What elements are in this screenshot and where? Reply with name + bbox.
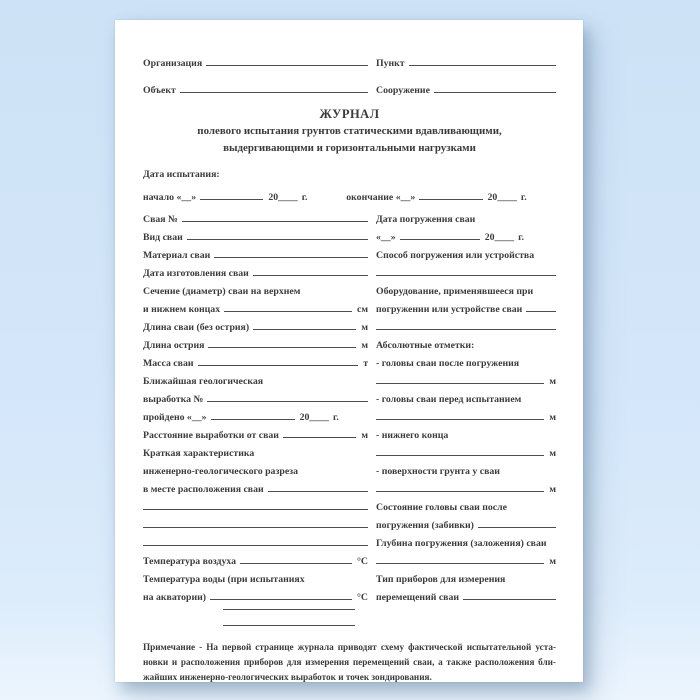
field-label: см [356, 304, 368, 315]
blank-line [187, 239, 368, 240]
form-body [143, 207, 556, 603]
field-label: Глубина погружения (заложения) сваи [376, 538, 547, 549]
field-label: Расстояние выработки от сваи [143, 430, 279, 441]
field-label: погружения (забивки) [376, 520, 474, 531]
form-row-right [376, 567, 556, 585]
form-row-organization [143, 49, 368, 69]
form-row-left [143, 207, 368, 225]
field-label: окончание «__» [346, 192, 416, 203]
blank-line [200, 199, 263, 200]
form-row-left [143, 243, 368, 261]
note-line: Примечание - На первой странице журнала приводят схему фактической испытательной уста- [143, 642, 556, 652]
blank-line [376, 275, 556, 276]
form-row-right [376, 261, 556, 279]
form-row-object [143, 76, 368, 96]
field-label: Оборудование, применявшееся при [376, 286, 534, 297]
blank-line [376, 563, 544, 564]
blank-line [376, 419, 544, 420]
field-label: Сечение (диаметр) сваи на верхнем [143, 286, 301, 297]
form-row-right [376, 333, 556, 351]
field-label: Материал сваи [143, 250, 211, 261]
field-label: т [363, 358, 368, 369]
blank-line [223, 609, 355, 610]
field-label: м [361, 430, 368, 441]
field-label: погружении или устройстве сваи [376, 304, 523, 315]
field-label: выработка № [143, 394, 204, 405]
form-row-right [376, 207, 556, 225]
blank-line [210, 599, 352, 600]
form-row-right [376, 279, 556, 297]
field-label: - нижнего конца [376, 430, 449, 441]
field-label: °С [357, 556, 368, 567]
field-label: м [361, 340, 368, 351]
form-row-left [143, 279, 368, 297]
form-subtitle-line2: выдергивающими и горизонтальными нагрузками [223, 142, 476, 154]
form-row-punkt [376, 49, 556, 69]
form-row-left [143, 459, 368, 477]
header-fields [143, 49, 556, 96]
field-label: г. [301, 192, 308, 203]
blank-line [143, 545, 368, 546]
blank-line [143, 527, 368, 528]
field-label: инженерно-геологического разреза [143, 466, 299, 477]
form-row-right [376, 495, 556, 513]
blank-line [224, 311, 352, 312]
form-row-right [376, 423, 556, 441]
blank-line [268, 491, 368, 492]
field-label: Объект [143, 85, 176, 96]
form-row-right [376, 477, 556, 495]
field-label: м [361, 322, 368, 333]
field-label: в месте расположения сваи [143, 484, 264, 495]
form-row-right [376, 225, 556, 243]
form-row-right [376, 315, 556, 333]
field-label: начало «__» [143, 192, 197, 203]
form-row-left [143, 351, 368, 369]
field-label: 20____ [268, 192, 298, 203]
form-row-right [376, 387, 556, 405]
blank-line [376, 383, 544, 384]
form-row-left [143, 549, 368, 567]
form-row-right [376, 513, 556, 531]
blank-line [253, 329, 356, 330]
blank-line [463, 599, 556, 600]
form-row-left [143, 297, 368, 315]
form-row-left [143, 441, 368, 459]
field-label: Длина острия [143, 340, 205, 351]
field-label: м [549, 556, 556, 567]
blank-line [214, 257, 368, 258]
field-label: Температура воздуха [143, 556, 237, 567]
blank-line [526, 311, 556, 312]
blank-line [409, 65, 556, 66]
field-label: Дата изготовления сваи [143, 268, 249, 279]
blank-line [207, 401, 368, 402]
blank-line [400, 239, 480, 240]
test-date-label: Дата испытания: [143, 169, 220, 180]
field-label: 20____ [484, 232, 515, 243]
form-row-left [143, 585, 368, 603]
form-row-left [143, 477, 368, 495]
blank-line [376, 455, 544, 456]
form-row-right [376, 549, 556, 567]
blank-line [253, 275, 368, 276]
field-label: Тип приборов для измерения [376, 574, 506, 585]
field-label: Ближайшая геологическая [143, 376, 264, 387]
field-label: Состояние головы сваи после [376, 502, 507, 513]
blank-line [211, 419, 295, 420]
field-label: Организация [143, 58, 203, 69]
form-row-right [376, 405, 556, 423]
field-label: - головы сваи после погружения [376, 358, 520, 369]
field-label: Сооружение [376, 85, 430, 96]
note-line: жайших инженерно-геологических выработок и точек зондирования. [143, 672, 432, 682]
blank-line [419, 199, 482, 200]
form-row-left [143, 513, 368, 531]
field-label: г. [520, 192, 527, 203]
field-label: Вид сваи [143, 232, 183, 243]
field-label: м [549, 448, 556, 459]
field-label: Длина сваи (без острия) [143, 322, 250, 333]
form-row-right [376, 243, 556, 261]
field-label: пройдено «__» [143, 412, 207, 423]
form-row-left [143, 531, 368, 549]
extra-blank-lines [143, 609, 556, 626]
field-label: Свая № [143, 214, 178, 225]
field-label: м [549, 412, 556, 423]
form-row-right [376, 369, 556, 387]
field-label: Дата погружения сваи [376, 214, 476, 225]
form-row-right [376, 531, 556, 549]
form-page [115, 20, 583, 682]
form-row-left [143, 225, 368, 243]
note-line: новки и расположения приборов для измерения перемещений сваи, а также расположения бли- [143, 657, 556, 667]
form-row-left [143, 261, 368, 279]
field-label: - головы сваи перед испытанием [376, 394, 522, 405]
form-row-left [143, 333, 368, 351]
blank-line [208, 347, 356, 348]
form-title: ЖУРНАЛ [319, 107, 380, 121]
blank-line [240, 563, 352, 564]
form-row-left [143, 405, 368, 423]
form-row-right [376, 297, 556, 315]
form-row-right [376, 585, 556, 603]
form-row-left [143, 567, 368, 585]
field-label: м [549, 376, 556, 387]
blank-line [376, 329, 556, 330]
form-row-structure [376, 76, 556, 96]
blank-line [434, 92, 556, 93]
field-label: Масса сваи [143, 358, 194, 369]
field-label: «__» [376, 232, 396, 243]
form-row-left [143, 369, 368, 387]
field-label: перемещений сваи [376, 592, 459, 603]
field-label: 20____ [299, 412, 329, 423]
form-subtitle-line1: полевого испытания грунтов статическими вдавливающими, [197, 125, 502, 137]
form-row-right [376, 351, 556, 369]
form-row-right [376, 441, 556, 459]
field-label: Способ погружения или устройства [376, 250, 535, 261]
blank-line [182, 221, 368, 222]
field-label: Температура воды (при испытаниях [143, 574, 305, 585]
blank-line [478, 527, 556, 528]
blank-line [143, 509, 368, 510]
blank-line [198, 365, 359, 366]
field-label: м [549, 484, 556, 495]
blank-line [206, 65, 368, 66]
field-label: г. [332, 412, 339, 423]
field-label: °С [357, 592, 368, 603]
test-date-row [143, 185, 556, 203]
blank-line [180, 92, 368, 93]
field-label: и нижнем концах [143, 304, 221, 315]
form-row-left [143, 423, 368, 441]
field-label: г. [518, 232, 524, 243]
field-label: Абсолютные отметки: [376, 340, 475, 351]
field-label: Пункт [376, 58, 405, 69]
field-label: - поверхности грунта у сваи [376, 466, 500, 477]
field-label: на акватории) [143, 592, 207, 603]
field-label: Краткая характеристика [143, 448, 255, 459]
blank-line [376, 491, 544, 492]
form-row-left [143, 495, 368, 513]
form-row-left [143, 387, 368, 405]
blank-line [283, 437, 356, 438]
field-label: 20____ [487, 192, 517, 203]
note [143, 640, 556, 685]
form-row-left [143, 315, 368, 333]
form-row-right [376, 459, 556, 477]
blank-line [223, 625, 355, 626]
